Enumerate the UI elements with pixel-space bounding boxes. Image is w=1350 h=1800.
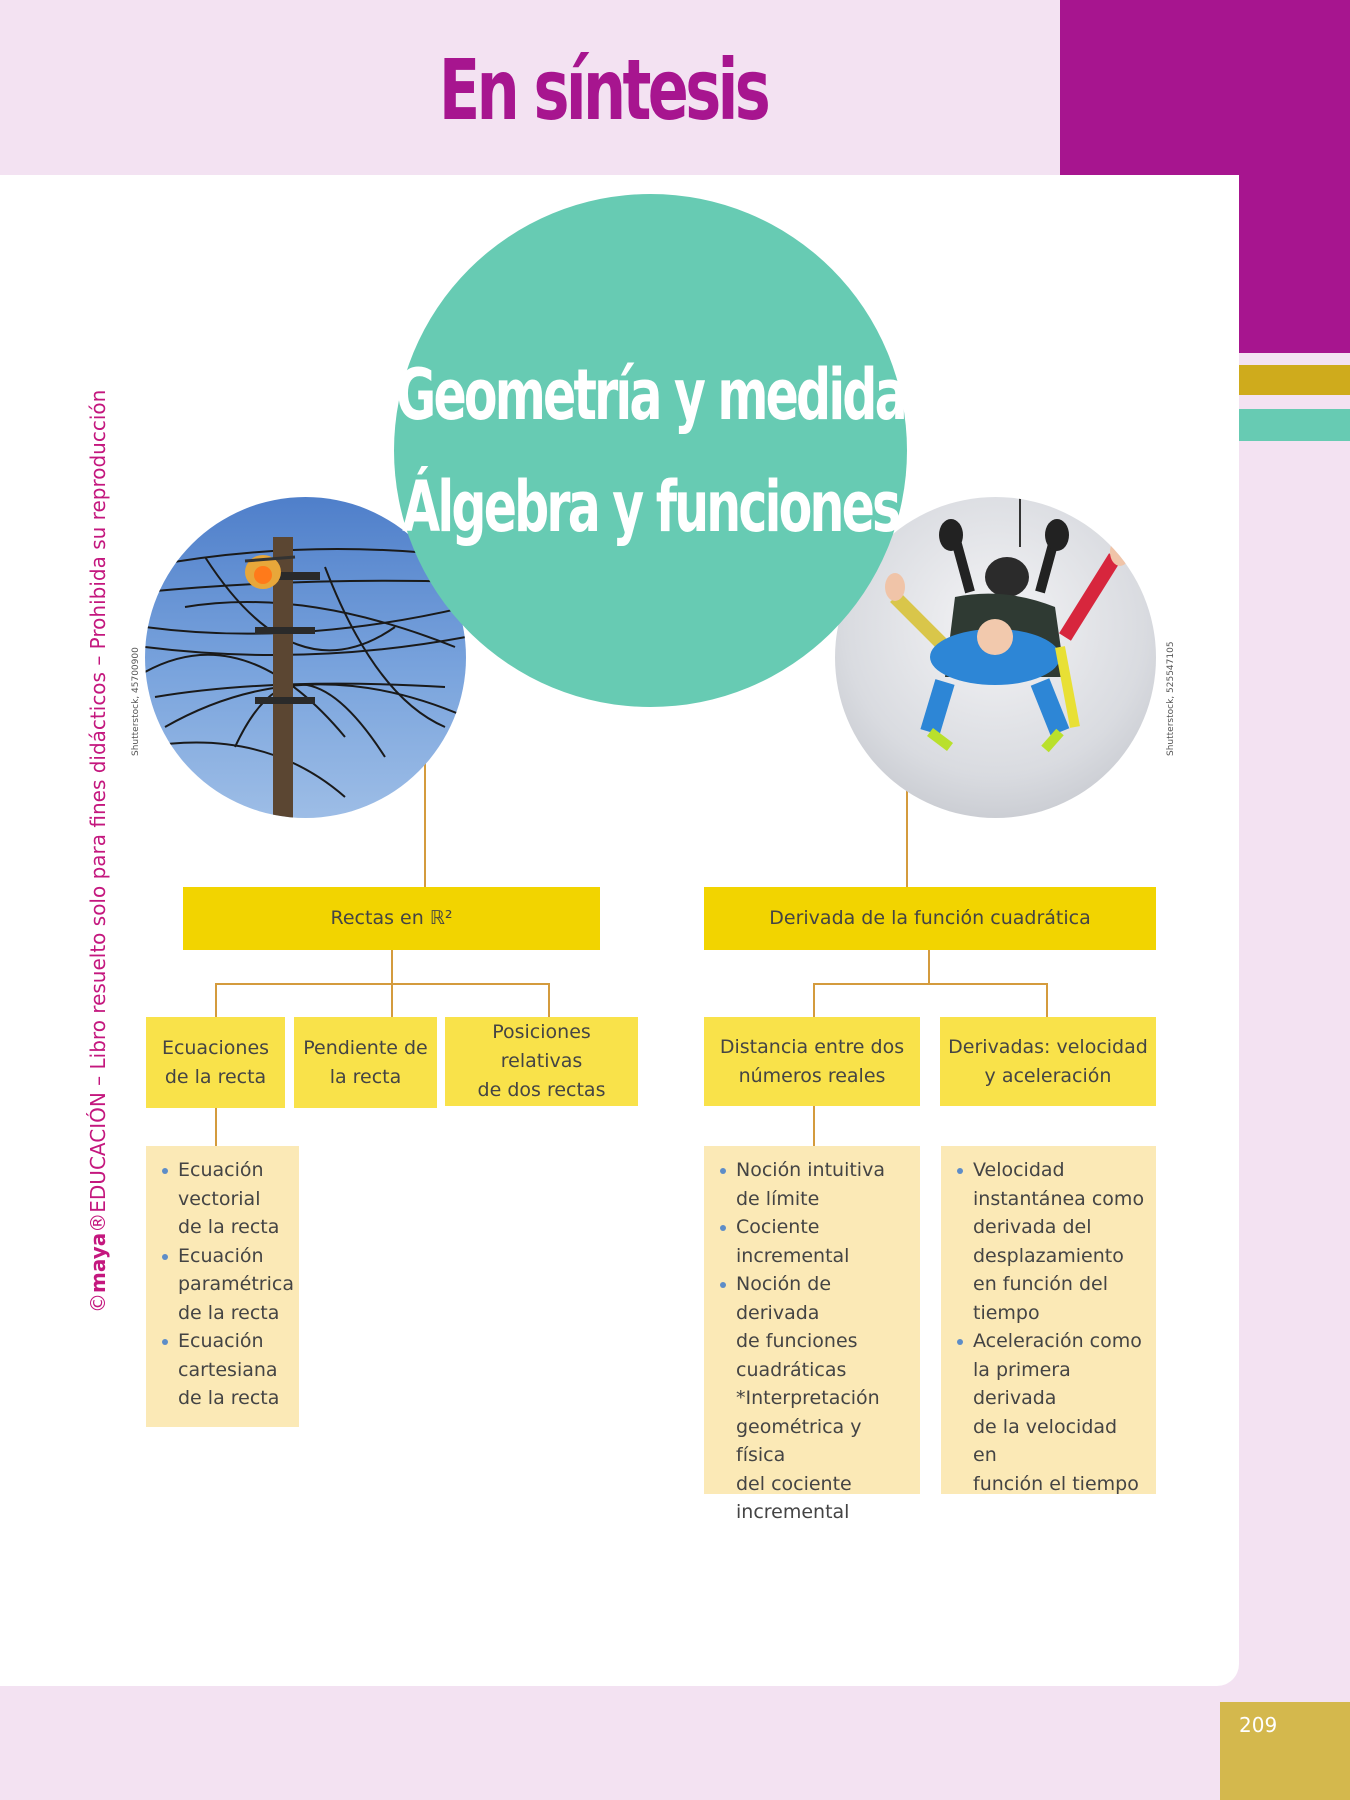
page-title: En síntesis [438, 41, 768, 139]
connector-right-bar [813, 983, 1048, 985]
photo-credit-right: Shutterstock, 525547105 [1166, 641, 1176, 756]
connector-left-stem [391, 950, 393, 984]
subtopic-distancia-reales: Distancia entre dos números reales [704, 1017, 920, 1106]
details-distancia [704, 1146, 920, 1523]
decor-teal-strip [1239, 409, 1350, 441]
subtopic-derivadas-velocidad: Derivadas: velocidad y aceleración [940, 1017, 1156, 1106]
details-derivadas [941, 1146, 1156, 1494]
page-number: 209 [1239, 1713, 1278, 1737]
connector-left-drop-2 [391, 983, 393, 1017]
central-topic-line-2: Álgebra y funciones [402, 465, 899, 548]
photo-credit-left: Shutterstock, 45700900 [131, 647, 141, 756]
connector-left-drop-3 [548, 983, 550, 1017]
connector-left-main [424, 760, 426, 887]
list-item: Ecuación vectorial de la recta [160, 1156, 289, 1242]
list-item: Noción intuitiva de límite [718, 1156, 910, 1213]
topic-rectas: Rectas en ℝ² [183, 887, 600, 950]
connector-left-detail [215, 1108, 217, 1146]
list-item: Velocidad instantánea como derivada del desplazamiento en función del tiempo [955, 1156, 1146, 1327]
subtopic-pendiente-recta: Pendiente de la recta [294, 1017, 437, 1108]
copyright-symbol: © [86, 1293, 110, 1313]
list-item: Ecuación paramétrica de la recta [160, 1242, 289, 1328]
connector-right-stem [928, 950, 930, 984]
list-item: Ecuación cartesiana de la recta [160, 1327, 289, 1413]
connector-left-drop-1 [215, 983, 217, 1017]
subtopic-ecuaciones-recta: Ecuaciones de la recta [146, 1017, 285, 1108]
brand-name: maya [86, 1232, 110, 1293]
copyright-notice [86, 390, 110, 1313]
decor-gold-strip [1239, 365, 1350, 395]
connector-right-main [906, 790, 908, 887]
central-topic-line-1: Geometría y medida [396, 353, 905, 436]
list-item: Aceleración como la primera derivada de la velocidad en función el tiempo [955, 1327, 1146, 1498]
list-item: Noción de derivada de funciones cuadráticas *Interpretación geométrica y física del cociente incremental [718, 1270, 910, 1527]
connector-right-detail [813, 1106, 815, 1146]
details-ecuaciones [146, 1146, 299, 1427]
connector-left-bar [215, 983, 549, 985]
connector-right-drop-2 [1046, 983, 1048, 1017]
list-item: Cociente incremental [718, 1213, 910, 1270]
central-topic-circle [394, 194, 907, 707]
subtopic-posiciones-relativas: Posiciones relativas de dos rectas [445, 1017, 638, 1106]
copyright-text: ®EDUCACIÓN – Libro resuelto solo para fines didácticos – Prohibida su reproducción [86, 389, 110, 1233]
connector-right-drop-1 [813, 983, 815, 1017]
topic-derivada: Derivada de la función cuadrática [704, 887, 1156, 950]
